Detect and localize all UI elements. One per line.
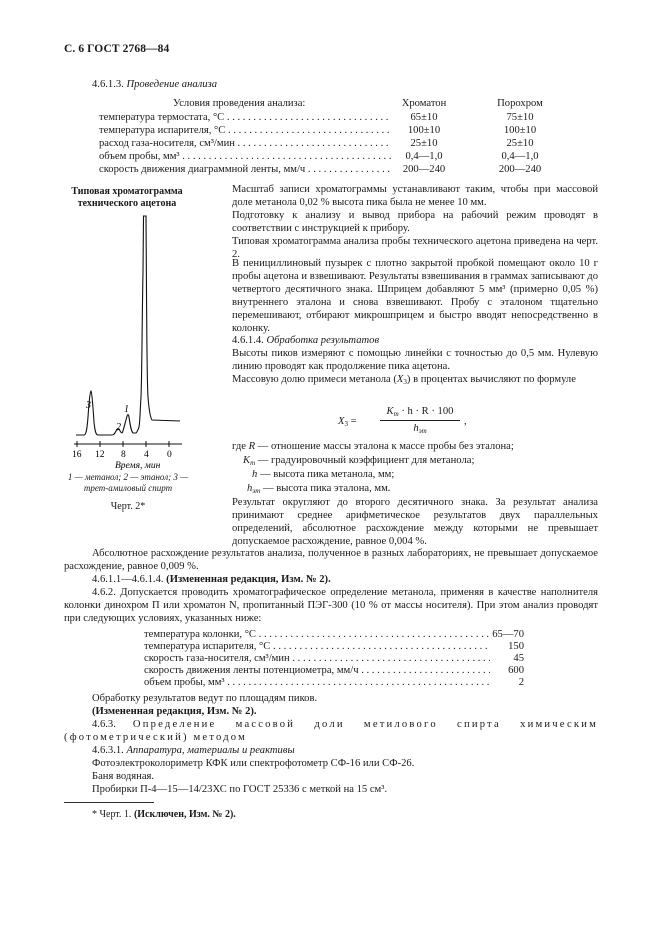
paragraph (232, 496, 598, 548)
formula-variable: h (413, 423, 419, 434)
subscript: 3 (344, 420, 348, 428)
row-label: скорость газа-носителя, см³/мин . . . (144, 652, 490, 665)
peak-label-3: 3 (86, 400, 91, 411)
section-title: Определение массовой доли метилового спирта химическим (фотометрический) методом (64, 719, 598, 743)
paragraph: Баня водяная. (92, 771, 155, 782)
table-row (144, 628, 524, 640)
figure-title (64, 186, 190, 210)
paragraph-text: В пенициллиновый пузырек с плотно закрытой пробкой помещают около 10 г пробы ацетона и взвешивают. Результаты взвешивания в граммах записывают до четвертого десятичного знака. Шприцем добавляют 5 мм³ (примерно 0,05 %) внутреннего эталона и снова взвешивают. Пробу с эталоном тщательно перемешивают, отбирают микрошприцем и быстро вводят непосредственно в колонку. (232, 258, 598, 334)
section-463-heading (64, 718, 598, 744)
formula-variable: X (338, 416, 345, 427)
table-row (99, 150, 619, 163)
paragraph-text: Абсолютное расхождение результатов анализа, полученное в разных лабораториях, не превышает допускаемое расхождение, равное 0,009 %. (64, 548, 598, 572)
definition: — высота пика метанола, мм; (259, 469, 395, 480)
section-4614-heading (232, 334, 379, 347)
formula-lhs (338, 415, 357, 428)
symbol: K (243, 455, 251, 466)
footnote-text: (Исключен, Изм. № 2). (133, 809, 236, 820)
value-chromaton: 25±10 (410, 138, 438, 149)
row-label: объем пробы, мм³ . . . (144, 676, 490, 689)
row-label: температура испарителя, °С . . . (99, 124, 391, 137)
paragraph (232, 373, 598, 386)
row-label: расход газа-носителя, см³/мин . . . (99, 137, 391, 150)
amendment-text: (Измененная редакция, Изм. № 2). (166, 574, 331, 585)
fraction-bar (380, 420, 460, 421)
paragraph: Обработку результатов ведут по площадям пиков. (92, 693, 318, 704)
value-chromaton: 65±10 (410, 112, 438, 123)
peak-label-1: 1 (124, 404, 129, 415)
table-row (99, 111, 619, 124)
definition: — отношение массы эталона к массе пробы без эталона; (257, 441, 514, 452)
row-value: 65—70 (492, 629, 524, 640)
formula-text: · h · R · 100 (401, 406, 454, 417)
where-h (252, 468, 394, 481)
definition: — градуировочный коэффициент для метанола; (257, 455, 475, 466)
paragraph (64, 547, 598, 573)
value-porohrom: 200—240 (498, 164, 542, 175)
chromatogram-figure (60, 212, 195, 472)
paragraph-text: Масштаб записи хроматограммы устанавливают таким, чтобы при массовой доле метанола 0,02 % высота пика была не менее 10 мм. (232, 184, 598, 208)
value-porohrom: 25±10 (506, 138, 534, 149)
column-header-porohrom: Порохром (497, 98, 543, 109)
paragraph (232, 257, 598, 335)
tick-label: 16 (72, 450, 82, 460)
table-row (144, 664, 524, 676)
row-value: 2 (518, 677, 524, 688)
value-chromaton: 100±10 (407, 125, 441, 136)
column-header-chromaton: Хроматон (401, 98, 447, 109)
row-value: 600 (508, 665, 524, 676)
row-value: 45 (513, 653, 524, 664)
value-porohrom: 100±10 (503, 125, 537, 136)
legend-line: 1 — метанол; 2 — этанол; 3 — (67, 472, 189, 482)
amendment-text: (Измененная редакция, Изм. № 2). (92, 706, 257, 717)
section-number: 4.6.3.1. (92, 745, 124, 756)
subscript: m (250, 459, 256, 467)
formula-variable: K (386, 406, 394, 417)
row-label: скорость движения диаграммной ленты, мм/ч . . . (99, 163, 391, 176)
variable: X (396, 374, 404, 385)
equals-sign: = (350, 416, 357, 427)
definition: — высота пика эталона, мм. (263, 483, 391, 494)
amendment-note (92, 573, 331, 586)
table-row (99, 163, 619, 176)
subscript: эт (252, 487, 261, 495)
table-row (99, 137, 619, 150)
table-row (144, 640, 524, 652)
tick-label: 12 (95, 450, 105, 460)
chromatogram-trace (76, 216, 180, 435)
row-label: температура испарителя, °С . . . (144, 640, 490, 653)
row-label: температура термостата, °С . . . (99, 111, 391, 124)
where-het (247, 482, 390, 495)
paragraph-text: ) в процентах вычисляют по формуле (406, 374, 576, 385)
row-label: скорость движения ленты потенциометра, мм/ч . . . (144, 664, 490, 677)
where-km (243, 454, 474, 467)
table-row (144, 676, 524, 688)
paragraph-text: Высоты пиков измеряют с помощью линейки с точностью до 0,5 мм. Нулевую линию проводят как продолжение пика ацетона. (232, 348, 598, 372)
paragraph-text: Подготовку к анализу и вывод прибора на рабочий режим проводят в соответствии с инструкцией к прибору. (232, 210, 598, 234)
paragraph: Фотоэлектроколориметр КФК или спектрофотометр СФ-16 или СФ-26. (92, 758, 415, 769)
value-porohrom: 0,4—1,0 (501, 151, 539, 162)
footnote-separator (64, 802, 154, 803)
value-chromaton: 200—240 (402, 164, 446, 175)
peak-label-2: 2 (116, 422, 121, 433)
paragraph (64, 586, 598, 625)
table-row (144, 652, 524, 664)
section-4613-heading (92, 78, 217, 91)
where-r (232, 440, 514, 453)
conditions-title: Условия проведения анализа: (173, 98, 306, 109)
paragraph-text: Результат округляют до второго десятичного знака. За результат анализа принимают среднее арифметическое результатов двух параллельных определений, абсолютное расхождение между которыми не превышает допускаемое расхождение, равное 0,004 %. (232, 497, 598, 547)
section-title: Проведение анализа (126, 79, 218, 90)
where-intro: где (232, 441, 246, 452)
footnote (92, 808, 236, 821)
formula-denominator (380, 422, 460, 435)
paragraph (232, 183, 598, 209)
figure-title-line: технического ацетона (77, 198, 177, 209)
row-label: объем пробы, мм³ . . . (99, 150, 391, 163)
subscript: 3 (403, 378, 407, 386)
axis-label: Время, мин (115, 461, 161, 471)
figure-legend (64, 472, 192, 494)
value-porohrom: 75±10 (506, 112, 534, 123)
paragraph-text: 4.6.2. Допускается проводить хроматографическое определение метанола, применяя в качестве наполнителя колонки динохром П или хроматон N, пропитанный ПЭГ-300 (10 % от массы носителя). При этом анализ проводят при следующих условиях, указанных ниже: (64, 587, 598, 624)
page-header: С. 6 ГОСТ 2768—84 (64, 43, 170, 55)
subscript: эт (418, 427, 427, 435)
figure-title-line: Типовая хроматограмма (71, 186, 183, 197)
figure-caption: Черт. 2* (110, 501, 146, 512)
footnote-ref: * Черт. 1. (92, 809, 132, 820)
tick-label: 4 (144, 450, 149, 460)
symbol: h (247, 483, 253, 494)
tick-label: 8 (121, 450, 126, 460)
symbol: R (248, 441, 256, 452)
table-row (99, 124, 619, 137)
formula-comma: , (464, 416, 467, 427)
row-label: температура колонки, °С . . . (144, 628, 490, 641)
paragraph-text: Типовая хроматограмма анализа пробы технического ацетона приведена на черт. 2. (232, 236, 598, 260)
paragraph (232, 347, 598, 373)
symbol: h (252, 469, 258, 480)
section-title: Аппаратура, материалы и реактивы (126, 745, 295, 756)
paragraph (232, 209, 598, 235)
section-title: Обработка результатов (266, 335, 380, 346)
legend-line: трет-амиловый спирт (83, 483, 173, 493)
row-value: 150 (508, 641, 524, 652)
section-number: 4.6.1.4. (232, 335, 264, 346)
tick-label: 0 (167, 450, 172, 460)
amendment-ref: 4.6.1.1—4.6.1.4. (92, 574, 164, 585)
value-chromaton: 0,4—1,0 (405, 151, 443, 162)
section-number: 4.6.1.3. (92, 79, 124, 90)
formula-numerator (380, 405, 460, 418)
subscript: m (393, 410, 399, 418)
paragraph-text: Массовую долю примеси метанола ( (232, 374, 397, 385)
section-4631-heading (92, 744, 295, 757)
paragraph: Пробирки П-4—15—14/23ХС по ГОСТ 25336 с меткой на 15 см³. (92, 784, 388, 795)
section-number: 4.6.3. (92, 719, 116, 730)
